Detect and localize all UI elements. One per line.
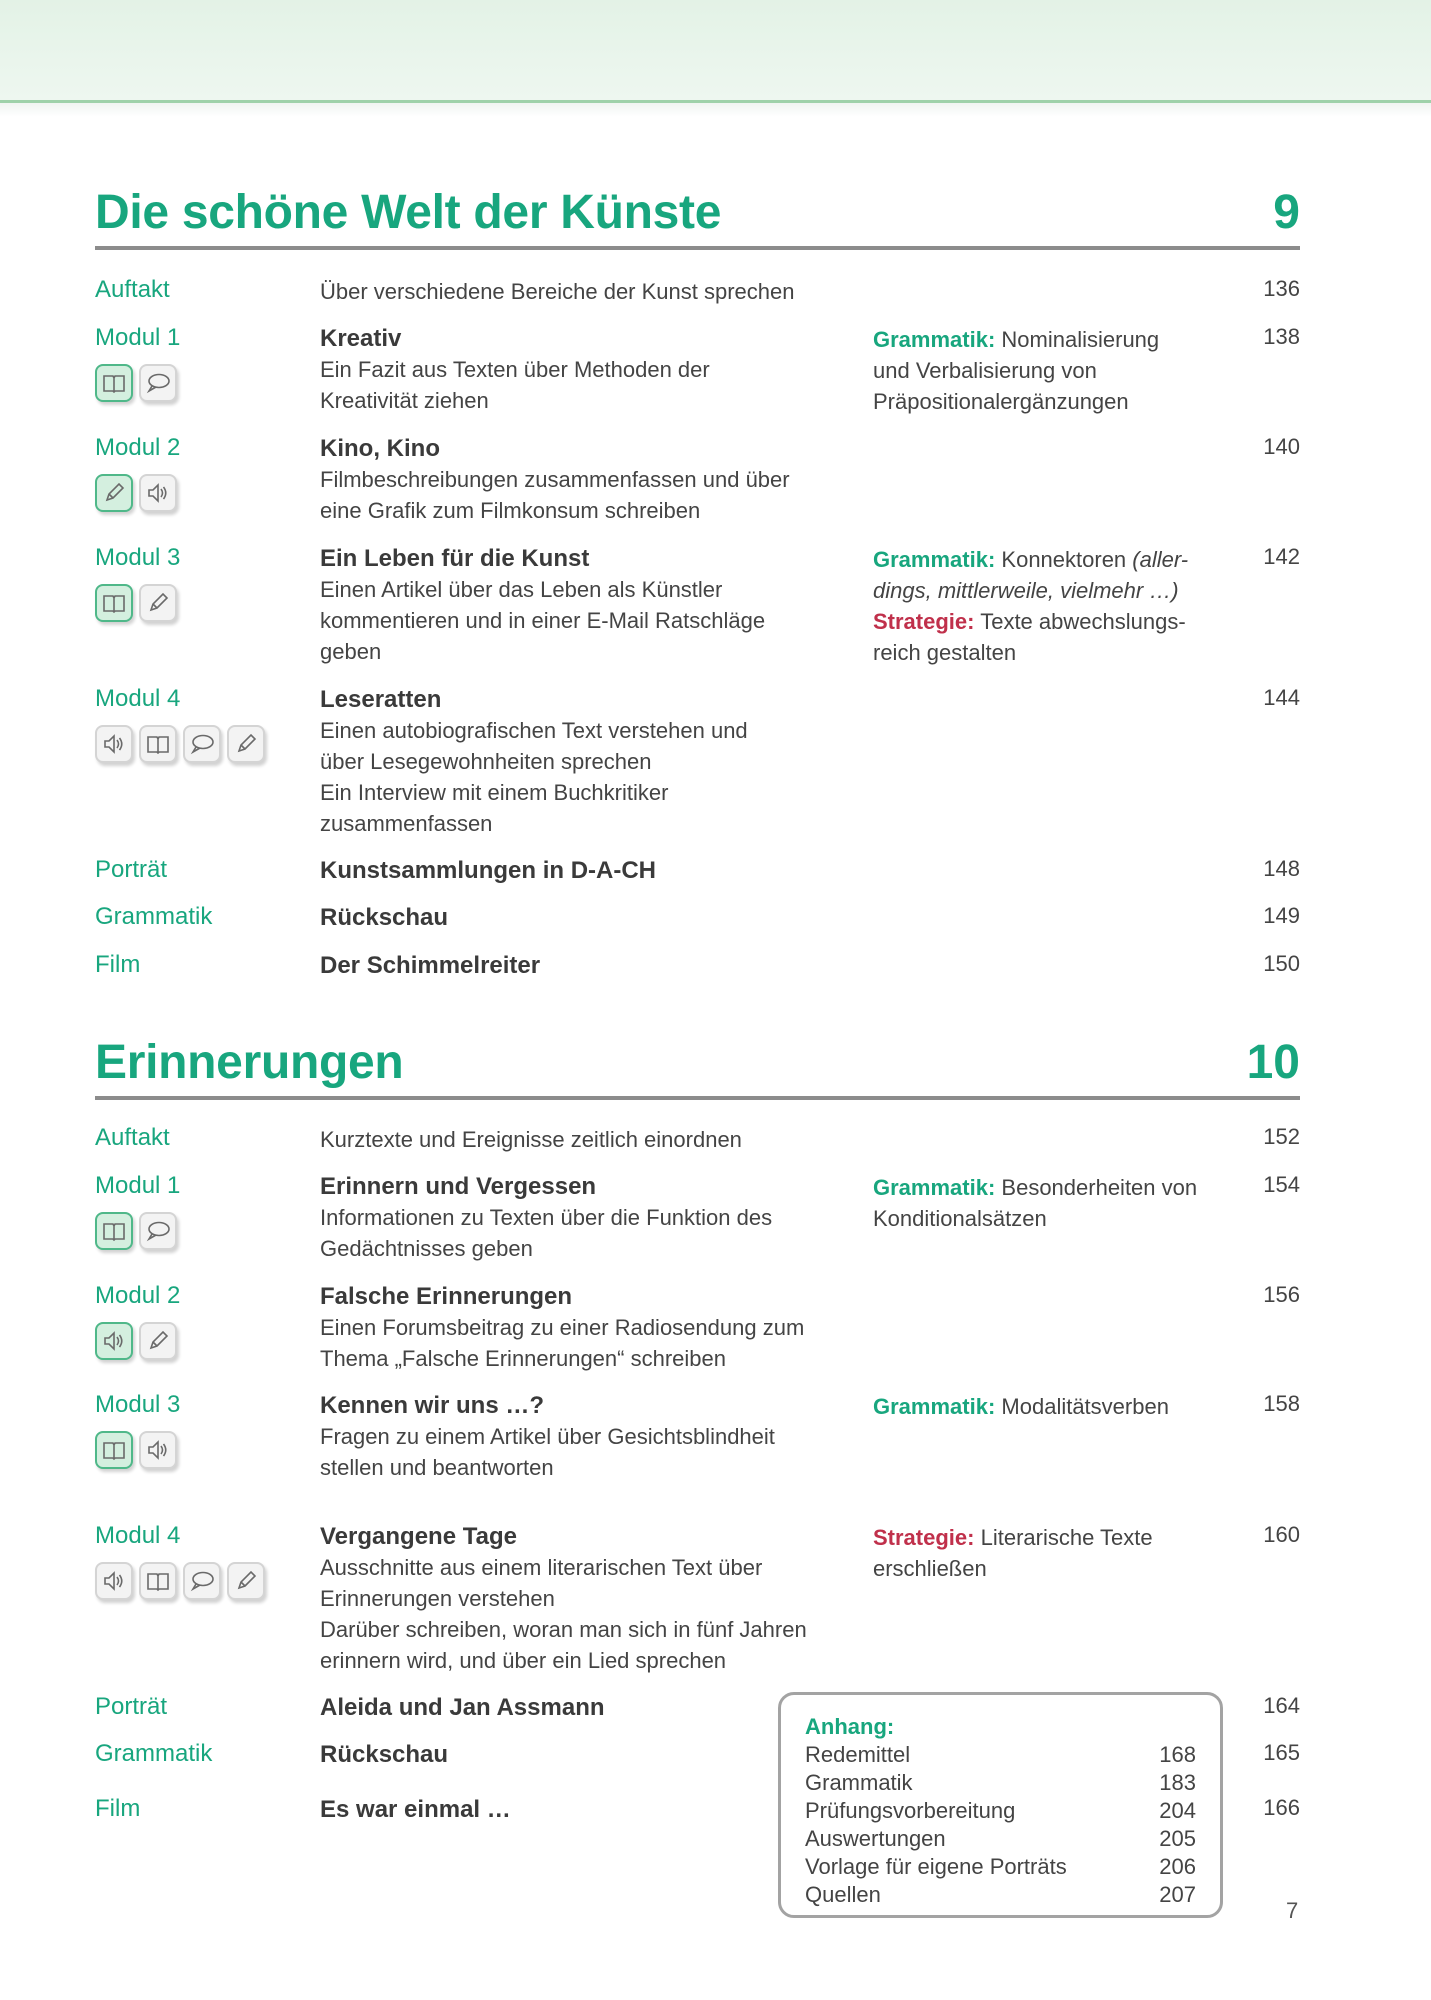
toc-category: Modul 4 — [95, 1522, 181, 1549]
toc-entry-title: Rückschau — [320, 1741, 449, 1768]
toc-page-number: 150 — [1263, 951, 1300, 976]
toc-entry-description: Filmbeschreibungen zusammenfassen und über — [320, 467, 790, 492]
toc-entry-description: Fragen zu einem Artikel über Gesichtsblindheit — [320, 1424, 775, 1449]
appendix-item — [805, 1853, 1196, 1881]
unit-header — [95, 178, 1300, 250]
speaker-icon — [95, 1322, 133, 1360]
toc-note — [873, 1522, 1243, 1584]
speaker-icon — [139, 1431, 177, 1469]
toc-page-number: 165 — [1263, 1740, 1300, 1765]
toc-page-number: 136 — [1263, 276, 1300, 301]
toc-note-line — [873, 1553, 1243, 1584]
toc-category: Modul 4 — [95, 685, 181, 712]
toc-entry-description: Ein Fazit aus Texten über Methoden der — [320, 357, 710, 382]
appendix-item-label: Redemittel — [805, 1742, 911, 1767]
toc-entry-description: über Lesegewohnheiten sprechen — [320, 749, 652, 774]
speaker-icon — [139, 474, 177, 512]
toc-category: Modul 1 — [95, 1172, 181, 1199]
toc-entry-description: geben — [320, 639, 382, 664]
toc-category: Grammatik — [95, 903, 213, 930]
toc-note-line — [873, 1203, 1243, 1234]
book-icon — [95, 1431, 133, 1469]
toc-note-line — [873, 575, 1243, 606]
toc-entry-title: Kreativ — [320, 325, 402, 352]
toc-note-line — [873, 355, 1243, 386]
toc-page-number: 140 — [1263, 434, 1300, 459]
toc-note-line — [873, 606, 1243, 637]
speech-bubble-icon — [183, 725, 221, 763]
page-number: 7 — [1286, 1898, 1299, 1923]
toc-note-line — [873, 1522, 1243, 1553]
toc-note-text: Nominalisierung — [1001, 327, 1160, 352]
toc-note-text: Besonderheiten von — [1001, 1175, 1198, 1200]
toc-category: Film — [95, 951, 141, 978]
toc-entry-description: Ein Interview mit einem Buchkritiker — [320, 780, 669, 805]
toc-entry — [320, 685, 960, 839]
unit-header — [95, 1028, 1300, 1100]
toc-note-line — [873, 324, 1243, 355]
appendix-title: Anhang: — [805, 1714, 895, 1739]
toc-note-line — [873, 1391, 1243, 1422]
toc-entry-title: Aleida und Jan Assmann — [320, 1694, 605, 1721]
toc-entry-description: Einen Artikel über das Leben als Künstler — [320, 577, 723, 602]
toc-page-number: 160 — [1263, 1522, 1300, 1547]
speech-bubble-icon — [139, 364, 177, 402]
book-icon — [95, 364, 133, 402]
toc-entry-description: zusammenfassen — [320, 811, 493, 836]
toc-note-text: Präpositionalergänzungen — [873, 389, 1129, 414]
appendix-item-label: Auswertungen — [805, 1826, 946, 1851]
toc-note-text: reich gestalten — [873, 640, 1017, 665]
toc-page-number: 149 — [1263, 903, 1300, 928]
strategy-label: Strategie: — [873, 609, 975, 634]
toc-page-number: 156 — [1263, 1282, 1300, 1307]
toc-entry — [320, 544, 960, 667]
toc-entry-description: kommentieren und in einer E-Mail Ratschläge — [320, 608, 766, 633]
toc-category: Porträt — [95, 856, 168, 883]
toc-entry — [320, 1522, 960, 1676]
toc-category: Auftakt — [95, 1124, 170, 1151]
appendix-item — [805, 1741, 1196, 1769]
toc-entry-description: Darüber schreiben, woran man sich in fünf Jahren — [320, 1617, 807, 1642]
toc-entry — [320, 276, 960, 307]
toc-entry — [320, 324, 960, 416]
appendix-item-page: 168 — [1159, 1742, 1196, 1767]
toc-entry — [320, 1391, 960, 1483]
toc-page-number: 142 — [1263, 544, 1300, 569]
toc-entry-description: Ausschnitte aus einem literarischen Text über — [320, 1555, 763, 1580]
toc-entry-title: Falsche Erinnerungen — [320, 1283, 573, 1310]
toc-category: Grammatik — [95, 1740, 213, 1767]
appendix-item-page: 183 — [1159, 1770, 1196, 1795]
speech-bubble-icon — [183, 1562, 221, 1600]
toc-entry-title: Es war einmal … — [320, 1796, 511, 1823]
toc-entry-title: Kunstsammlungen in D-A-CH — [320, 857, 656, 884]
toc-page-number: 152 — [1263, 1124, 1300, 1149]
toc-category: Modul 1 — [95, 324, 181, 351]
book-icon — [139, 725, 177, 763]
appendix-item — [805, 1769, 1196, 1797]
toc-category: Modul 3 — [95, 1391, 181, 1418]
toc-entry — [320, 1282, 960, 1374]
toc-page-number: 166 — [1263, 1795, 1300, 1820]
toc-category: Modul 2 — [95, 1282, 181, 1309]
toc-note-line — [873, 544, 1243, 575]
unit-number: 9 — [1273, 186, 1300, 239]
appendix-item — [805, 1825, 1196, 1853]
grammar-label: Grammatik: — [873, 547, 996, 572]
book-icon — [95, 1212, 133, 1250]
appendix-item-page: 205 — [1159, 1826, 1196, 1851]
appendix-item-page: 204 — [1159, 1798, 1196, 1823]
appendix-box — [778, 1692, 1223, 1918]
toc-entry-description: Über verschiedene Bereiche der Kunst sprechen — [320, 279, 795, 304]
pencil-icon — [139, 584, 177, 622]
grammar-label: Grammatik: — [873, 327, 996, 352]
toc-note-text: Texte abwechslungs- — [980, 609, 1186, 634]
toc-entry-title: Vergangene Tage — [320, 1523, 517, 1550]
toc-entry-title: Der Schimmelreiter — [320, 952, 541, 979]
toc-entry-description: stellen und beantworten — [320, 1455, 554, 1480]
book-icon — [139, 1562, 177, 1600]
toc-category: Modul 2 — [95, 434, 181, 461]
toc-note-text: Modalitätsverben — [1001, 1394, 1169, 1419]
book-icon — [95, 584, 133, 622]
toc-note-italic: dings, mittlerweile, vielmehr …) — [873, 578, 1179, 603]
appendix-item — [805, 1797, 1196, 1825]
toc-category: Auftakt — [95, 276, 170, 303]
appendix-item — [805, 1881, 1196, 1909]
toc-note — [873, 1172, 1243, 1234]
toc-note-text: erschließen — [873, 1556, 987, 1581]
toc-page-number: 154 — [1263, 1172, 1300, 1197]
toc-entry-title: Kennen wir uns …? — [320, 1392, 545, 1419]
grammar-label: Grammatik: — [873, 1394, 996, 1419]
toc-entry-description: Kreativität ziehen — [320, 388, 489, 413]
toc-note-line — [873, 386, 1243, 417]
pencil-icon — [95, 474, 133, 512]
appendix-item-label: Grammatik — [805, 1770, 913, 1795]
toc-page-number: 164 — [1263, 1693, 1300, 1718]
toc-entry-title: Rückschau — [320, 904, 449, 931]
speaker-icon — [95, 725, 133, 763]
appendix-item-page: 206 — [1159, 1854, 1196, 1879]
unit-title: Die schöne Welt der Künste — [95, 186, 722, 239]
toc-page-number: 158 — [1263, 1391, 1300, 1416]
toc-note — [873, 544, 1243, 668]
toc-entry-description: Thema „Falsche Erinnerungen“ schreiben — [320, 1346, 726, 1371]
appendix-item-page: 207 — [1159, 1882, 1196, 1907]
toc-page-number: 138 — [1263, 324, 1300, 349]
toc-entry-title: Ein Leben für die Kunst — [320, 545, 590, 572]
toc-entry-description: Gedächtnisses geben — [320, 1236, 533, 1261]
toc-note-italic: (aller- — [1132, 547, 1189, 572]
speech-bubble-icon — [139, 1212, 177, 1250]
toc-note-text: Konditionalsätzen — [873, 1206, 1047, 1231]
toc-entry — [320, 1172, 960, 1264]
toc-category: Modul 3 — [95, 544, 181, 571]
toc-entry — [320, 951, 960, 981]
toc-entry-title: Erinnern und Vergessen — [320, 1173, 597, 1200]
toc-note — [873, 1391, 1243, 1422]
toc-entry-description: Kurztexte und Ereignisse zeitlich einordnen — [320, 1127, 742, 1152]
toc-note-text: Konnektoren — [1001, 547, 1133, 572]
unit-number: 10 — [1246, 1036, 1300, 1089]
toc-note — [873, 324, 1243, 417]
toc-note-line — [873, 1172, 1243, 1203]
toc-entry-description: erinnern wird, und über ein Lied sprechen — [320, 1648, 727, 1673]
toc-entry-title: Leseratten — [320, 686, 442, 713]
pencil-icon — [139, 1322, 177, 1360]
grammar-label: Grammatik: — [873, 1175, 996, 1200]
unit-title: Erinnerungen — [95, 1036, 404, 1089]
toc-entry — [320, 1124, 960, 1155]
toc-page-number: 144 — [1263, 685, 1300, 710]
toc-note-text: und Verbalisierung von — [873, 358, 1097, 383]
appendix-item-label: Quellen — [805, 1882, 881, 1907]
toc-note-line — [873, 637, 1243, 668]
toc-entry-description: Einen Forumsbeitrag zu einer Radiosendung zum — [320, 1315, 805, 1340]
toc-category: Porträt — [95, 1693, 168, 1720]
toc-note-text: Literarische Texte — [980, 1525, 1153, 1550]
toc-page-number: 148 — [1263, 856, 1300, 881]
appendix-item-label: Vorlage für eigene Porträts — [805, 1854, 1067, 1879]
pencil-icon — [227, 1562, 265, 1600]
speaker-icon — [95, 1562, 133, 1600]
toc-entry — [320, 434, 960, 526]
toc-entry-description: eine Grafik zum Filmkonsum schreiben — [320, 498, 701, 523]
toc-entry-title: Kino, Kino — [320, 435, 440, 462]
top-band — [0, 0, 1431, 103]
pencil-icon — [227, 725, 265, 763]
toc-entry-description: Informationen zu Texten über die Funktion des — [320, 1205, 773, 1230]
toc-entry-description: Erinnerungen verstehen — [320, 1586, 555, 1611]
toc-entry — [320, 903, 960, 933]
top-band-shadow — [0, 103, 1431, 117]
toc-entry-description: Einen autobiografischen Text verstehen und — [320, 718, 748, 743]
toc-entry — [320, 856, 960, 886]
toc-category: Film — [95, 1795, 141, 1822]
appendix-item-label: Prüfungsvorbereitung — [805, 1798, 1016, 1823]
strategy-label: Strategie: — [873, 1525, 975, 1550]
